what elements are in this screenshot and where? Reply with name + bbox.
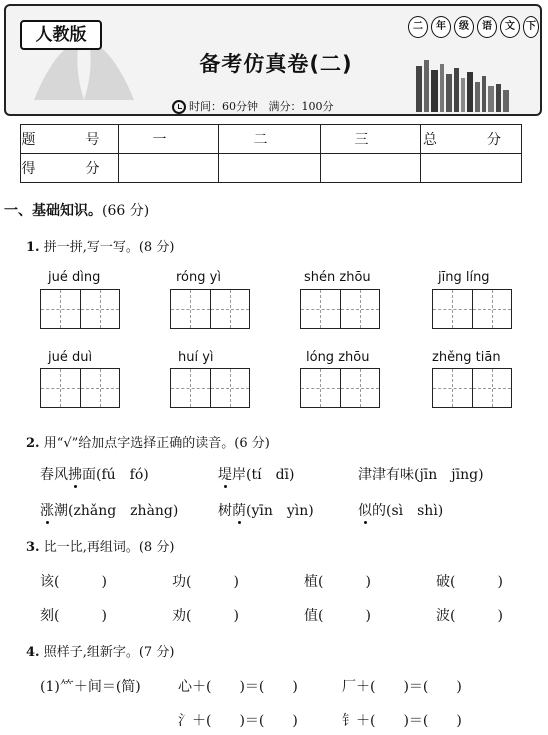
table-cell: 得 分 bbox=[21, 154, 119, 183]
pinyin-label: lóng zhōu bbox=[306, 350, 370, 365]
section-title: 一、基础知识。 bbox=[4, 203, 102, 219]
table-cell: 总 分 bbox=[421, 125, 522, 154]
pronunciation-item[interactable] bbox=[218, 500, 314, 520]
word-blank[interactable]: 刻( ) bbox=[40, 608, 107, 624]
table-cell: 题 号 bbox=[21, 125, 119, 154]
item-text: 津津有味(jīn jīng) bbox=[358, 467, 484, 483]
clock-icon bbox=[172, 100, 186, 114]
grade-tag: 文 bbox=[500, 16, 520, 38]
time-limit: 时间：60分钟 bbox=[189, 100, 258, 113]
writing-grid[interactable] bbox=[300, 368, 380, 408]
section-points: (66 分) bbox=[102, 203, 150, 219]
item-text: 岸(tí dī) bbox=[232, 467, 295, 483]
item-text: 的(sì shì) bbox=[372, 503, 444, 519]
pinyin-label: zhěng tiān bbox=[432, 350, 501, 365]
question-number: 3. bbox=[26, 540, 40, 555]
pinyin-label: jīng líng bbox=[438, 270, 490, 285]
grade-tag: 年 bbox=[431, 16, 451, 38]
table-cell: 一 bbox=[119, 125, 219, 154]
writing-grid[interactable] bbox=[170, 368, 250, 408]
compose-blank[interactable]: 厂＋( )＝( ) bbox=[342, 679, 462, 695]
word-blank[interactable]: 植( ) bbox=[304, 574, 371, 590]
grade-tag: 二 bbox=[408, 16, 428, 38]
dotted-char: 似 bbox=[358, 503, 372, 519]
edition-badge: 人教版 bbox=[20, 20, 102, 50]
pronunciation-item[interactable] bbox=[40, 464, 149, 484]
table-row bbox=[21, 125, 522, 154]
pinyin-label: shén zhōu bbox=[304, 270, 371, 285]
word-blank[interactable]: 劝( ) bbox=[172, 608, 239, 624]
full-score: 满分：100分 bbox=[268, 100, 334, 113]
writing-grid[interactable] bbox=[40, 289, 120, 329]
pinyin-label: jué dìng bbox=[48, 270, 101, 285]
score-table bbox=[20, 124, 522, 183]
pronunciation-item[interactable] bbox=[40, 500, 178, 520]
example-item: (1)⺮＋间＝(简) bbox=[40, 679, 141, 695]
books-illustration-icon bbox=[406, 56, 526, 112]
dotted-char: 拂 bbox=[68, 467, 82, 483]
table-row bbox=[21, 154, 522, 183]
dotted-char: 涨 bbox=[40, 503, 54, 519]
compose-blank[interactable]: 钅＋( )＝( ) bbox=[342, 713, 462, 729]
word-blank[interactable]: 破( ) bbox=[436, 574, 503, 590]
word-blank[interactable]: 值( ) bbox=[304, 608, 371, 624]
grade-tag: 语 bbox=[477, 16, 497, 38]
score-input-cell[interactable] bbox=[119, 154, 219, 183]
writing-grid[interactable] bbox=[40, 368, 120, 408]
question-text: 拼一拼,写一写。(8 分) bbox=[43, 240, 175, 255]
score-input-cell[interactable] bbox=[321, 154, 421, 183]
writing-grid[interactable] bbox=[170, 289, 250, 329]
pinyin-label: huí yì bbox=[178, 350, 214, 365]
section-heading bbox=[4, 200, 149, 220]
pronunciation-item[interactable] bbox=[218, 464, 294, 484]
score-input-cell[interactable] bbox=[421, 154, 522, 183]
page-title: 备考仿真卷(二) bbox=[199, 52, 353, 76]
grade-tag: 级 bbox=[454, 16, 474, 38]
writing-grid[interactable] bbox=[432, 368, 512, 408]
compose-blank[interactable]: 心＋( )＝( ) bbox=[178, 679, 298, 695]
question-number: 2. bbox=[26, 436, 40, 451]
time-info bbox=[172, 98, 334, 114]
question-3 bbox=[26, 536, 174, 555]
question-text: 比一比,再组词。(8 分) bbox=[43, 540, 175, 555]
writing-grid[interactable] bbox=[432, 289, 512, 329]
question-2 bbox=[26, 432, 270, 451]
question-number: 1. bbox=[26, 240, 40, 255]
pronunciation-item[interactable] bbox=[358, 500, 443, 520]
item-text: 春风 bbox=[40, 467, 68, 483]
writing-grid[interactable] bbox=[300, 289, 380, 329]
question-1 bbox=[26, 236, 174, 255]
compose-blank[interactable]: 氵＋( )＝( ) bbox=[178, 713, 298, 729]
table-cell: 三 bbox=[321, 125, 421, 154]
score-input-cell[interactable] bbox=[219, 154, 321, 183]
item-text: 潮(zhǎng zhàng) bbox=[54, 503, 179, 519]
exam-header bbox=[4, 4, 542, 116]
item-text: 树 bbox=[218, 503, 232, 519]
question-number: 4. bbox=[26, 645, 40, 660]
pronunciation-item[interactable] bbox=[358, 464, 484, 484]
question-text: 照样子,组新字。(7 分) bbox=[43, 645, 175, 660]
question-4 bbox=[26, 641, 174, 660]
table-cell: 二 bbox=[219, 125, 321, 154]
pinyin-label: róng yì bbox=[176, 270, 221, 285]
word-blank[interactable]: 该( ) bbox=[40, 574, 107, 590]
dotted-char: 荫 bbox=[232, 503, 246, 519]
grade-tag: 下 bbox=[523, 16, 539, 38]
dotted-char: 堤 bbox=[218, 467, 232, 483]
pinyin-label: jué duì bbox=[48, 350, 93, 365]
word-blank[interactable]: 波( ) bbox=[436, 608, 503, 624]
item-text: 面(fú fó) bbox=[82, 467, 149, 483]
question-text: 用“√”给加点字选择正确的读音。(6 分) bbox=[43, 436, 270, 451]
word-blank[interactable]: 功( ) bbox=[172, 574, 239, 590]
item-text: (yīn yìn) bbox=[246, 503, 314, 519]
